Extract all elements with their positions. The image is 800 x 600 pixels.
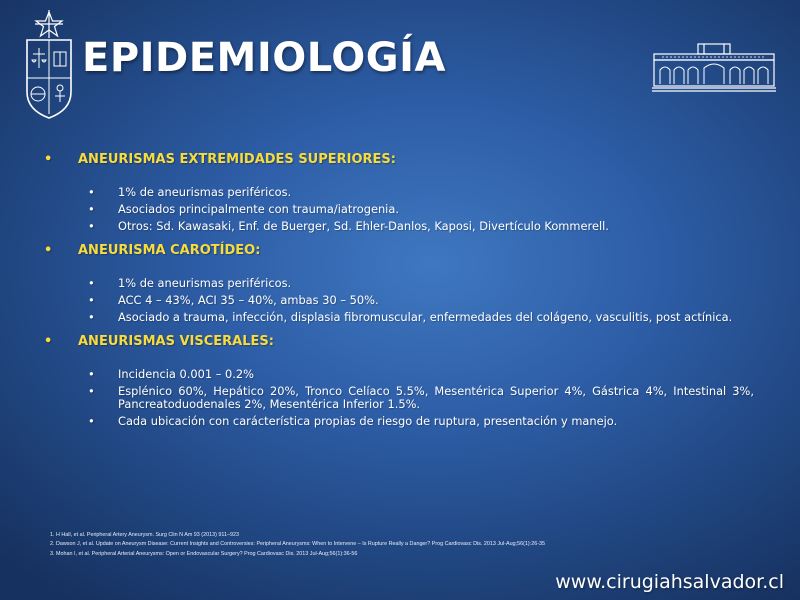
references bbox=[50, 531, 750, 559]
bullet-icon: • bbox=[88, 367, 95, 381]
bullet-icon: • bbox=[88, 185, 95, 199]
slide-title: EPIDEMIOLOGÍA bbox=[82, 35, 446, 81]
bullet-icon: • bbox=[44, 334, 53, 349]
section-heading-text: ANEURISMA CAROTÍDEO: bbox=[78, 243, 261, 258]
list-item-text: 1% de aneurismas periféricos. bbox=[118, 185, 292, 199]
footer-url[interactable]: www.cirugiahsalvador.cl bbox=[555, 571, 784, 593]
list-item-text: Otros: Sd. Kawasaki, Enf. de Buerger, Sd. Ehler-Danlos, Kaposi, Divertículo Kommerell. bbox=[118, 219, 609, 233]
hospital-building-icon bbox=[652, 40, 776, 92]
university-crest-icon bbox=[24, 10, 74, 120]
list-item bbox=[44, 203, 754, 216]
section-upper-extremity bbox=[44, 152, 754, 233]
reference-item: 1. H Hall, et al. Peripheral Artery Aneurysm. Surg Clin N Am 93 (2013) 911–923 bbox=[50, 532, 239, 538]
list-item-text: ACC 4 – 43%, ACI 35 – 40%, ambas 30 – 50%. bbox=[118, 293, 379, 307]
bullet-icon: • bbox=[88, 293, 95, 307]
list-item bbox=[44, 186, 754, 199]
bullet-icon: • bbox=[88, 310, 95, 324]
list-item bbox=[44, 385, 754, 411]
list-item bbox=[44, 294, 754, 307]
list-item-text: Esplénico 60%, Hepático 20%, Tronco Celíaco 5.5%, Mesentérica Superior 4%, Gástrica 4%, Intestinal 3%, Pancreatoduodenales 2%, Mesentérica Inferior 1.5%. bbox=[118, 384, 754, 411]
section-heading bbox=[44, 243, 754, 259]
list-item-text: 1% de aneurismas periféricos. bbox=[118, 276, 292, 290]
list-item bbox=[44, 415, 754, 428]
bullet-icon: • bbox=[88, 219, 95, 233]
list-item bbox=[44, 277, 754, 290]
reference-item: 2. Dawson J, et al. Update on Aneurysm Disease: Current Insights and Controversies: Peripheral Aneurysms: When to Intervene – Is Rupture Really a Danger? Prog Cardiovasc Dis. 2013 Jul-Aug;56(1):26-35 bbox=[50, 541, 545, 548]
content-body bbox=[44, 152, 754, 432]
list-item-text: Cada ubicación con carácterística propias de riesgo de ruptura, presentación y manejo. bbox=[118, 414, 618, 428]
reference-item: 3. Mohan I, et al. Peripheral Arterial Aneurysms: Open or Endovascular Surgery? Prog Cardiovasc Dis. 2013 Jul-Aug;56(1):36-56 bbox=[50, 550, 358, 557]
section-visceral bbox=[44, 334, 754, 428]
list-item bbox=[44, 311, 754, 324]
list-item-text: Asociados principalmente con trauma/iatrogenia. bbox=[118, 202, 399, 216]
bullet-icon: • bbox=[44, 243, 53, 258]
list-item-text: Incidencia 0.001 – 0.2% bbox=[118, 367, 254, 381]
item-list bbox=[44, 368, 754, 428]
section-heading-text: ANEURISMAS VISCERALES: bbox=[78, 334, 274, 349]
list-item bbox=[44, 220, 754, 233]
item-list bbox=[44, 186, 754, 233]
bullet-icon: • bbox=[88, 384, 95, 398]
list-item-text: Asociado a trauma, infección, displasia fibromuscular, enfermedades del colágeno, vasculitis, post actínica. bbox=[118, 310, 733, 324]
bullet-icon: • bbox=[88, 276, 95, 290]
bullet-icon: • bbox=[88, 414, 95, 428]
bullet-icon: • bbox=[88, 202, 95, 216]
list-item bbox=[44, 368, 754, 381]
item-list bbox=[44, 277, 754, 324]
section-heading-text: ANEURISMAS EXTREMIDADES SUPERIORES: bbox=[78, 152, 396, 167]
section-carotid bbox=[44, 243, 754, 324]
section-heading bbox=[44, 152, 754, 168]
section-heading bbox=[44, 334, 754, 350]
bullet-icon: • bbox=[44, 152, 53, 167]
